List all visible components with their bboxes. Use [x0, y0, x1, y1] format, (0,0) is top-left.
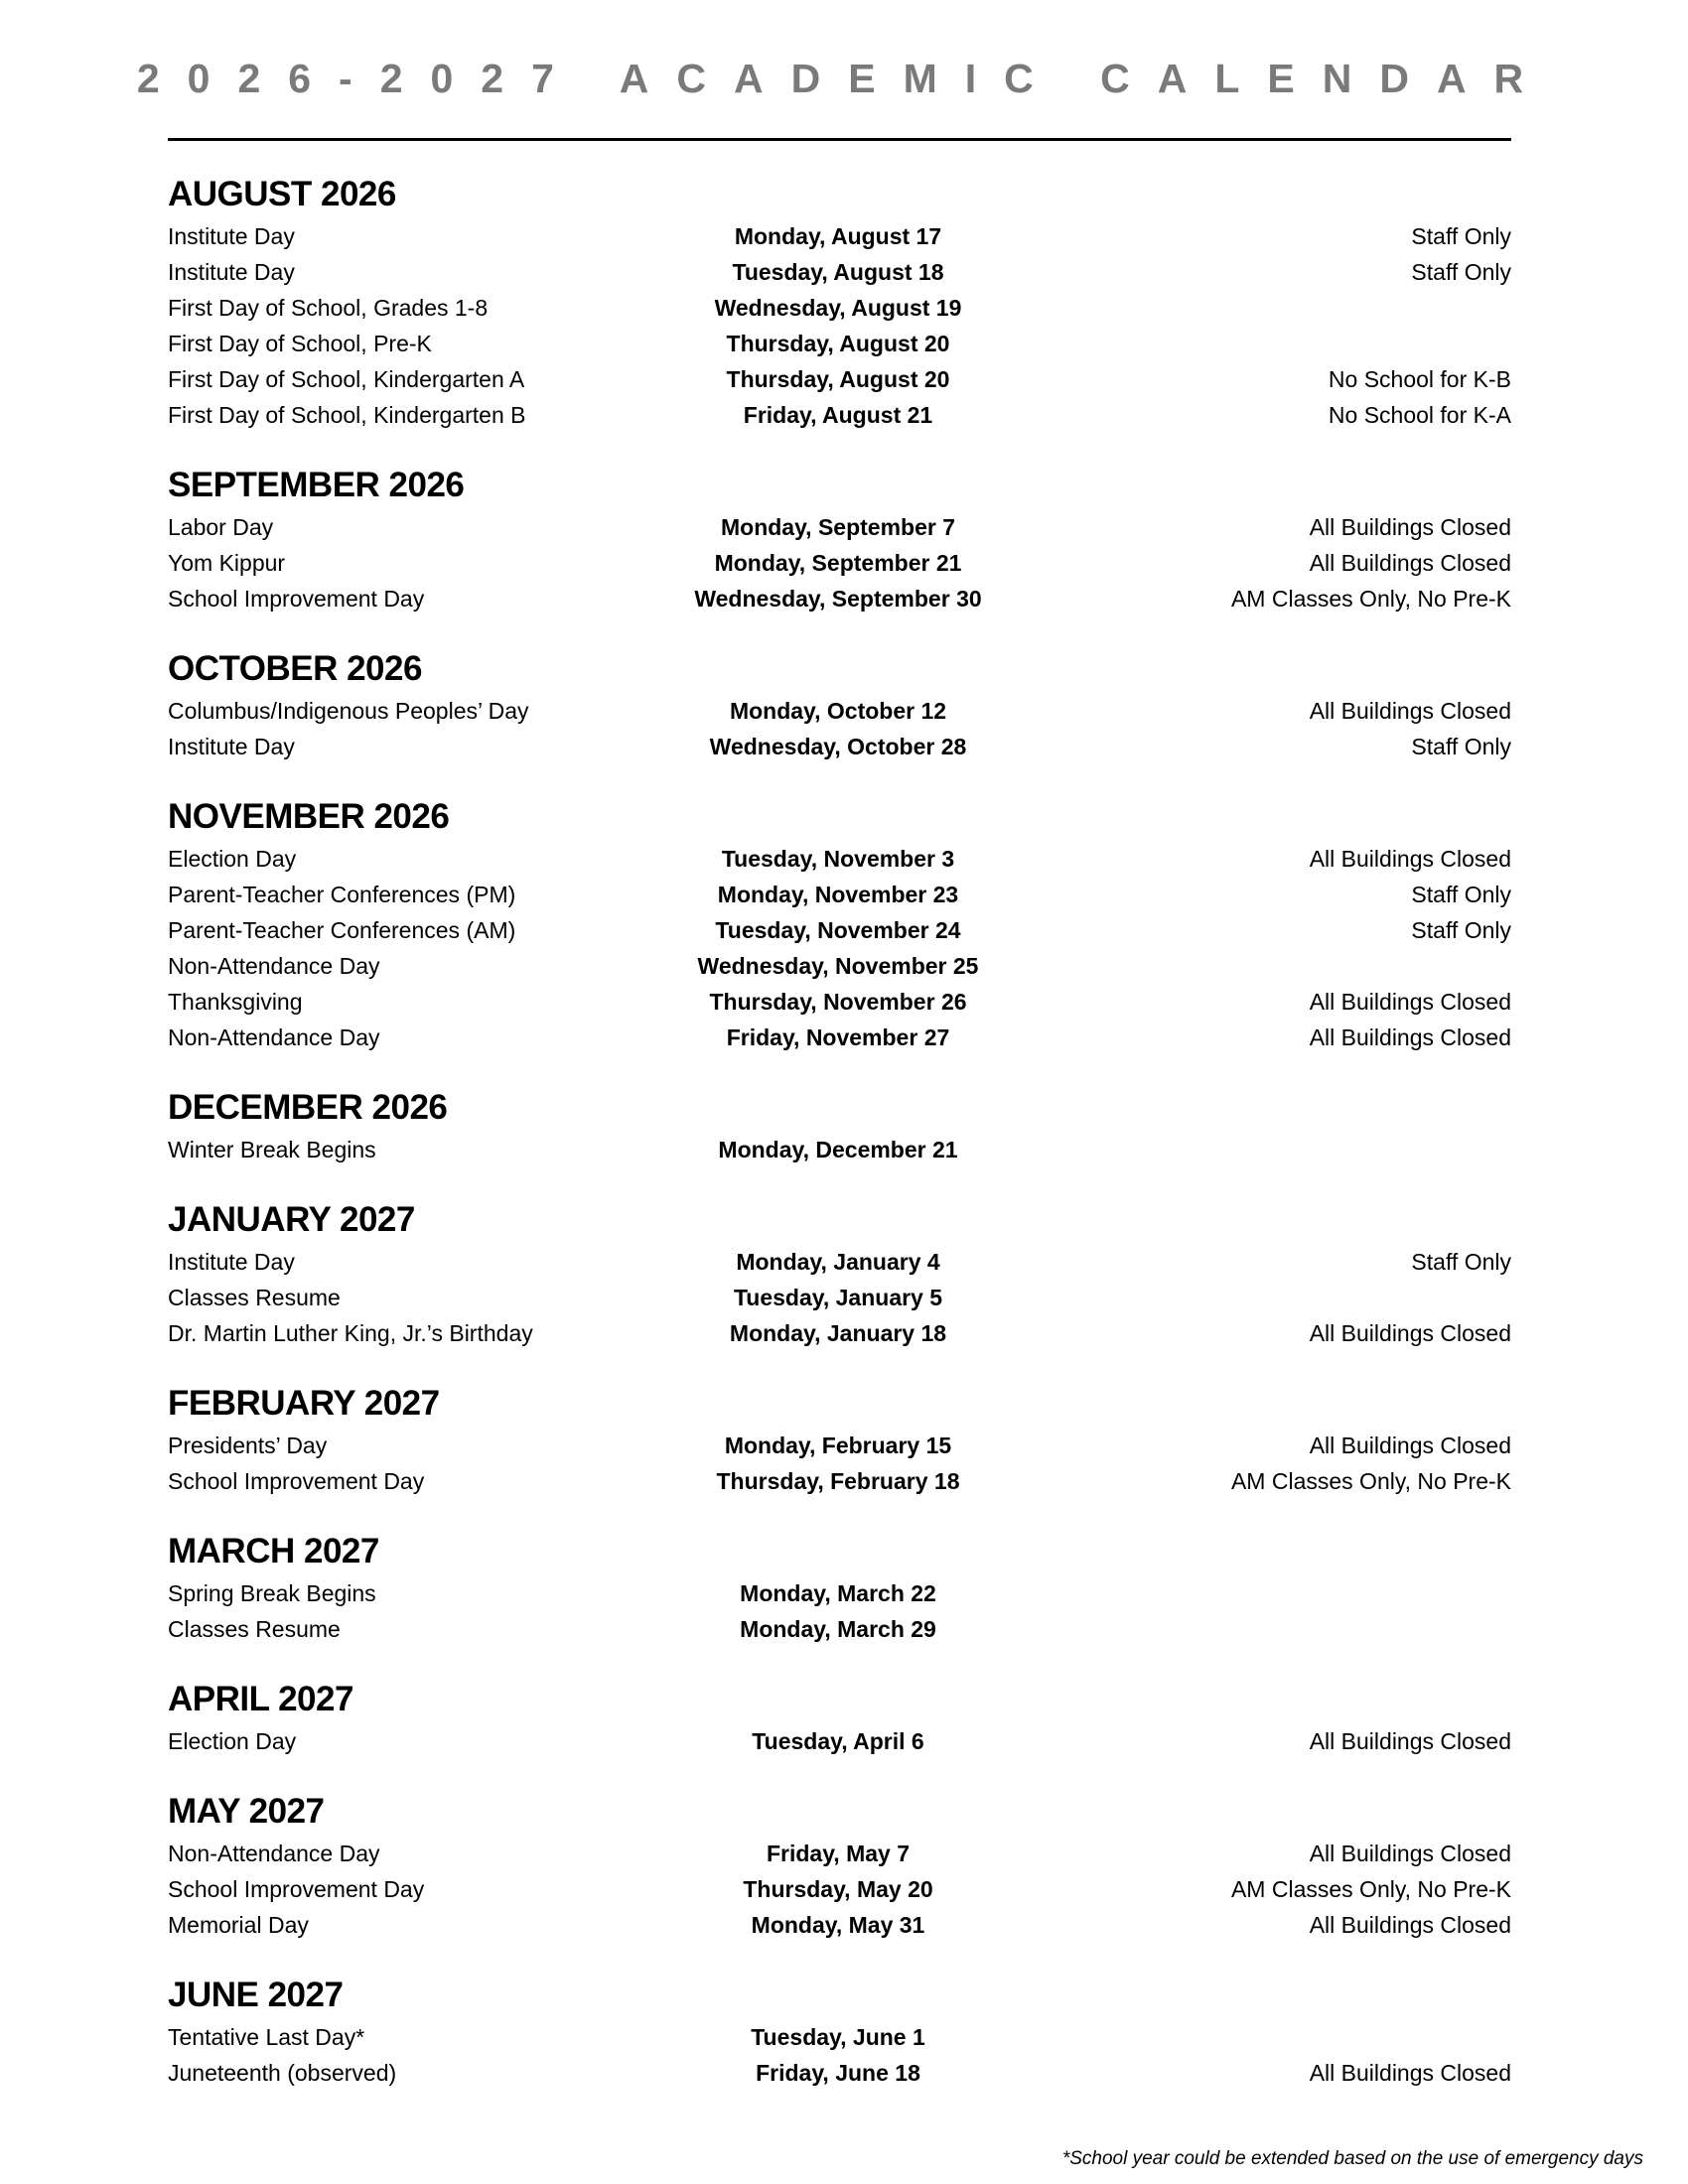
event-note: All Buildings Closed: [1309, 514, 1511, 540]
event-note: All Buildings Closed: [1309, 698, 1511, 724]
event-row: [168, 2055, 1511, 2091]
event-note: All Buildings Closed: [1309, 846, 1511, 872]
event-date: Monday, March 22: [740, 1580, 936, 1606]
event-date: Friday, November 27: [726, 1024, 950, 1050]
month-heading: APRIL 2027: [168, 1680, 353, 1718]
event-date: Wednesday, August 19: [714, 295, 962, 321]
event-name: Labor Day: [168, 514, 274, 540]
month-section: [168, 793, 1511, 1055]
event-date: Monday, September 7: [720, 514, 956, 540]
event-name: Juneteenth (observed): [168, 2060, 397, 2086]
event-date: Monday, November 23: [717, 882, 959, 907]
event-date: Wednesday, October 28: [709, 734, 967, 759]
event-row: [168, 581, 1511, 616]
event-name: Institute Day: [168, 1249, 295, 1275]
event-name: First Day of School, Grades 1-8: [168, 295, 489, 321]
month-section: [168, 1084, 1511, 1167]
month-heading: DECEMBER 2026: [168, 1088, 448, 1127]
event-row: [168, 254, 1511, 290]
event-date: Thursday, August 20: [726, 331, 950, 356]
event-name: Winter Break Begins: [168, 1137, 376, 1162]
month-heading: SEPTEMBER 2026: [168, 466, 465, 504]
event-note: Staff Only: [1411, 259, 1511, 285]
month-section: [168, 1196, 1511, 1351]
event-date: Monday, December 21: [718, 1137, 958, 1162]
event-name: Institute Day: [168, 223, 295, 249]
event-date: Friday, May 7: [766, 1841, 911, 1866]
event-date: Tuesday, November 3: [721, 846, 955, 872]
event-name: Classes Resume: [168, 1285, 341, 1310]
event-note: AM Classes Only, No Pre-K: [1230, 586, 1511, 612]
event-name: Presidents’ Day: [168, 1433, 328, 1458]
event-name: School Improvement Day: [168, 1876, 425, 1902]
event-note: Staff Only: [1411, 917, 1511, 943]
title-divider: [168, 138, 1511, 141]
event-name: Election Day: [168, 1728, 297, 1754]
event-note: All Buildings Closed: [1309, 550, 1511, 576]
event-name: Spring Break Begins: [168, 1580, 376, 1606]
event-name: Parent-Teacher Conferences (AM): [168, 917, 516, 943]
event-name: School Improvement Day: [168, 586, 425, 612]
event-date: Monday, May 31: [751, 1912, 925, 1938]
event-date: Thursday, February 18: [716, 1468, 960, 1494]
event-date: Monday, September 21: [714, 550, 962, 576]
event-name: First Day of School, Kindergarten A: [168, 366, 525, 392]
month-section: [168, 462, 1511, 616]
event-note: Staff Only: [1411, 1249, 1511, 1275]
event-note: Staff Only: [1411, 223, 1511, 249]
event-row: [168, 361, 1511, 397]
event-date: Friday, August 21: [743, 402, 933, 428]
month-heading: JUNE 2027: [168, 1976, 344, 2014]
event-name: Classes Resume: [168, 1616, 341, 1642]
event-row: [168, 1723, 1511, 1759]
event-row: [168, 1836, 1511, 1871]
event-name: Non-Attendance Day: [168, 1841, 380, 1866]
event-row: [168, 984, 1511, 1020]
event-row: [168, 1611, 1511, 1647]
event-note: Staff Only: [1411, 882, 1511, 907]
event-name: Parent-Teacher Conferences (PM): [168, 882, 516, 907]
event-note: All Buildings Closed: [1309, 1841, 1511, 1866]
event-note: AM Classes Only, No Pre-K: [1230, 1876, 1511, 1902]
event-row: [168, 1575, 1511, 1611]
month-heading: MARCH 2027: [168, 1532, 379, 1570]
event-row: [168, 2019, 1511, 2055]
event-note: No School for K-B: [1328, 366, 1511, 392]
event-note: All Buildings Closed: [1309, 1024, 1511, 1050]
event-note: No School for K-A: [1328, 402, 1511, 428]
event-date: Monday, October 12: [729, 698, 947, 724]
event-name: School Improvement Day: [168, 1468, 425, 1494]
event-row: [168, 877, 1511, 912]
event-row: [168, 1280, 1511, 1315]
event-row: [168, 729, 1511, 764]
event-date: Tuesday, November 24: [715, 917, 961, 943]
event-row: [168, 1244, 1511, 1280]
event-row: [168, 326, 1511, 361]
month-section: [168, 1676, 1511, 1759]
event-name: Thanksgiving: [168, 989, 303, 1015]
event-date: Monday, March 29: [740, 1616, 936, 1642]
event-row: [168, 218, 1511, 254]
event-date: Friday, June 18: [756, 2060, 920, 2086]
event-row: [168, 545, 1511, 581]
month-section: [168, 1788, 1511, 1943]
event-note: All Buildings Closed: [1309, 1433, 1511, 1458]
event-row: [168, 290, 1511, 326]
event-row: [168, 693, 1511, 729]
event-note: AM Classes Only, No Pre-K: [1230, 1468, 1511, 1494]
event-row: [168, 1315, 1511, 1351]
event-name: First Day of School, Kindergarten B: [168, 402, 526, 428]
event-row: [168, 948, 1511, 984]
month-heading: NOVEMBER 2026: [168, 797, 450, 836]
month-section: [168, 1528, 1511, 1647]
event-date: Tuesday, June 1: [751, 2024, 925, 2050]
event-name: Columbus/Indigenous Peoples’ Day: [168, 698, 529, 724]
month-heading: AUGUST 2026: [168, 175, 396, 213]
event-name: Yom Kippur: [168, 550, 286, 576]
month-section: [168, 1972, 1511, 2091]
month-heading: OCTOBER 2026: [168, 649, 422, 688]
event-row: [168, 1428, 1511, 1463]
event-note: All Buildings Closed: [1309, 2060, 1511, 2086]
event-name: Election Day: [168, 846, 297, 872]
event-row: [168, 1463, 1511, 1499]
event-note: All Buildings Closed: [1309, 1728, 1511, 1754]
event-date: Tuesday, April 6: [752, 1728, 924, 1754]
month-heading: JANUARY 2027: [168, 1200, 415, 1239]
event-date: Wednesday, November 25: [697, 953, 979, 979]
event-name: Institute Day: [168, 259, 295, 285]
event-note: All Buildings Closed: [1309, 989, 1511, 1015]
event-note: All Buildings Closed: [1309, 1320, 1511, 1346]
event-date: Tuesday, January 5: [733, 1285, 943, 1310]
event-name: First Day of School, Pre-K: [168, 331, 432, 356]
event-note: All Buildings Closed: [1309, 1912, 1511, 1938]
event-row: [168, 509, 1511, 545]
event-name: Dr. Martin Luther King, Jr.’s Birthday: [168, 1320, 533, 1346]
event-row: [168, 1871, 1511, 1907]
event-date: Monday, February 15: [724, 1433, 952, 1458]
event-date: Monday, August 17: [734, 223, 942, 249]
event-row: [168, 1907, 1511, 1943]
month-section: [168, 645, 1511, 764]
event-row: [168, 1132, 1511, 1167]
event-name: Non-Attendance Day: [168, 1024, 380, 1050]
event-date: Thursday, August 20: [726, 366, 950, 392]
event-name: Institute Day: [168, 734, 295, 759]
event-date: Thursday, May 20: [743, 1876, 933, 1902]
page-title: 2026-2027 ACADEMIC CALENDAR: [136, 56, 1552, 101]
month-section: [168, 171, 1511, 433]
event-date: Tuesday, August 18: [732, 259, 944, 285]
calendar-sections: [168, 171, 1511, 2119]
month-section: [168, 1380, 1511, 1499]
event-row: [168, 1020, 1511, 1055]
footnote: *School year could be extended based on the use of emergency days: [1061, 2148, 1643, 2169]
event-row: [168, 397, 1511, 433]
event-date: Wednesday, September 30: [694, 586, 982, 612]
event-date: Monday, January 18: [729, 1320, 947, 1346]
event-name: Non-Attendance Day: [168, 953, 380, 979]
event-date: Thursday, November 26: [709, 989, 967, 1015]
month-heading: FEBRUARY 2027: [168, 1384, 440, 1423]
month-heading: MAY 2027: [168, 1792, 325, 1831]
event-note: Staff Only: [1411, 734, 1511, 759]
event-row: [168, 912, 1511, 948]
event-row: [168, 841, 1511, 877]
event-name: Tentative Last Day*: [168, 2024, 365, 2050]
event-name: Memorial Day: [168, 1912, 309, 1938]
event-date: Monday, January 4: [736, 1249, 940, 1275]
